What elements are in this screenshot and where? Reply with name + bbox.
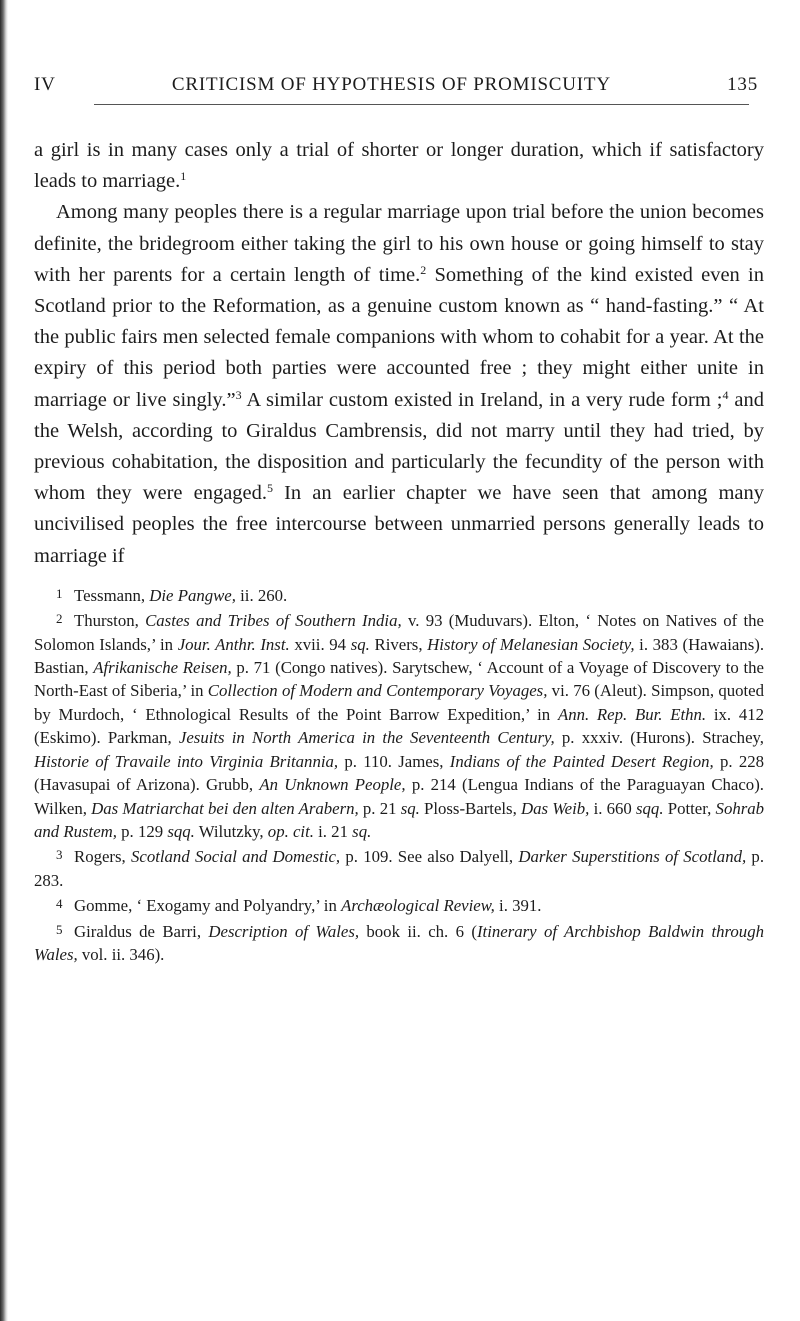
italic-title: Scotland Social and Domestic,: [130, 847, 341, 867]
italic-title: Itinerary of Archbishop Baldwin through Wales,: [34, 921, 764, 964]
italic-title: sq.: [352, 821, 372, 841]
footnote: [34, 918, 764, 967]
footnote: [34, 582, 764, 607]
footnotes: [34, 582, 764, 967]
footnote-number: 4: [56, 896, 63, 912]
text-run: p. 110. James,: [338, 751, 450, 771]
italic-title: An Unknown People,: [259, 775, 406, 795]
running-header: [34, 74, 764, 96]
italic-title: Die Pangwe,: [149, 585, 236, 605]
footnote-reference: 1: [180, 169, 187, 184]
text-run: Giraldus de Barri,: [74, 921, 209, 941]
text-run: v. 93 (Muduvars). Elton, ‘ Notes on Natives of the Solomon Islands,’ in: [34, 611, 764, 654]
text-run: Potter,: [663, 798, 716, 818]
text-run: p. 129: [116, 821, 168, 841]
italic-title: sqq.: [636, 798, 664, 818]
footnote-reference: 2: [420, 262, 427, 277]
text-run: Thurston,: [74, 611, 146, 631]
footnote: [34, 892, 764, 917]
running-title: CRITICISM OF HYPOTHESIS OF PROMISCUITY: [171, 74, 611, 95]
text-run: i. 383 (Hawaians). Bastian,: [34, 634, 765, 678]
footnote-reference: 3: [235, 387, 242, 402]
book-spine-edge: [0, 0, 8, 1321]
text-run: vi. 76 (Aleut). Simpson, quoted by Murdoch, ‘ Ethnological Results of the Point Barrow Expedition,’ in: [34, 681, 765, 724]
text-run: Something of the kind existed even in Scotland prior to the Reformation, as a genuine custom known as “ hand-fasting.” “ At the public fairs men selected female companions with whom to cohabit for a year. At the expiry of this period both parties were accounted free ; they might either unite in marriage or live singly.”: [34, 263, 764, 411]
footnote-number: 3: [56, 847, 63, 863]
footnote-number: 2: [56, 611, 63, 627]
text-run: and the Welsh, according to Giraldus Cambrensis, did not marry until they had tried, by previous cohabitation, the disposition and particularly the fecundity of the person with whom they were engaged.: [34, 388, 764, 505]
italic-title: Jesuits in North America in the Seventeenth Century,: [178, 728, 555, 748]
text-run: p. 71 (Congo natives). Sarytschew, ‘ Account of a Voyage of Discovery to the North-East of Siberia,’ in: [34, 658, 765, 701]
text-run: i. 21: [313, 821, 353, 841]
italic-title: sq.: [400, 798, 420, 818]
text-run: ii. 260.: [235, 585, 288, 605]
text-run: p. 21: [358, 798, 401, 818]
italic-title: Das Matriarchat bei den alten Arabern,: [91, 798, 359, 818]
footnote: [34, 843, 764, 892]
text-run: p. 283.: [34, 847, 765, 890]
footnote-number: 1: [56, 585, 63, 601]
text-run: Wilutzky,: [194, 821, 268, 841]
text-run: vol. ii. 346).: [77, 944, 165, 964]
italic-title: Collection of Modern and Contemporary Voyages,: [207, 681, 548, 701]
page-number: 135: [727, 74, 758, 95]
text-run: xvii. 94: [289, 634, 351, 654]
footnote: [34, 607, 764, 843]
italic-title: Archæological Review,: [341, 896, 495, 916]
chapter-number: IV: [34, 74, 56, 95]
italic-title: Darker Superstitions of Scotland,: [518, 847, 747, 867]
italic-title: sqq.: [167, 821, 195, 841]
text-run: i. 391.: [494, 896, 542, 916]
italic-title: op. cit.: [267, 821, 314, 841]
italic-title: Das Weib,: [520, 798, 590, 818]
text-run: Gomme, ‘ Exogamy and Polyandry,’ in: [74, 896, 342, 916]
text-run: Rogers,: [74, 847, 131, 867]
text-run: ix. 412 (Eskimo). Parkman,: [34, 704, 765, 748]
text-run: a girl is in many cases only a trial of shorter or longer duration, which if satisfactory leads to marriage.: [34, 139, 764, 193]
italic-title: Sohrab and Rustem,: [34, 798, 765, 841]
text-run: A similar custom existed in Ireland, in a very rude form ;: [241, 388, 723, 411]
italic-title: Description of Wales,: [208, 921, 360, 941]
text-run: p. xxxiv. (Hurons). Strachey,: [554, 728, 765, 748]
italic-title: Castes and Tribes of Southern India,: [145, 611, 402, 631]
text-run: In an earlier chapter we have seen that among many uncivilised peoples the free intercourse between unmarried persons generally leads to marriage if: [34, 482, 764, 567]
text-run: Tessmann,: [74, 585, 150, 605]
text-run: Among many peoples there is a regular marriage upon trial before the union becomes definite, the bridegroom either taking the girl to his own house or going himself to stay with her parents for a certain length of time.: [34, 201, 764, 286]
italic-title: History of Melanesian Society,: [427, 634, 635, 654]
paragraph: [34, 135, 764, 197]
footnote-reference: 5: [267, 481, 274, 496]
italic-title: Afrikanische Reisen,: [93, 658, 232, 678]
italic-title: Jour. Anthr. Inst.: [177, 634, 290, 654]
body-text: [34, 135, 764, 572]
footnote-reference: 4: [722, 387, 729, 402]
text-run: Rivers,: [369, 634, 428, 654]
text-run: Ploss-Bartels,: [419, 798, 521, 818]
text-run: p. 228 (Havasupai of Arizona). Grubb,: [34, 751, 764, 795]
italic-title: Indians of the Painted Desert Region,: [449, 751, 714, 771]
book-page: [34, 74, 764, 966]
text-run: p. 109. See also Dalyell,: [340, 847, 519, 867]
footnote-number: 5: [56, 921, 63, 937]
text-run: p. 214 (Lengua Indians of the Paraguayan Chaco). Wilken,: [34, 775, 764, 818]
italic-title: Historie of Travaile into Virginia Britannia,: [34, 751, 339, 771]
paragraph: [34, 197, 764, 571]
italic-title: Ann. Rep. Bur. Ethn.: [557, 704, 707, 724]
text-run: i. 660: [589, 798, 637, 818]
header-rule: [94, 104, 749, 105]
italic-title: sq.: [350, 634, 370, 654]
text-run: book ii. ch. 6 (: [359, 921, 477, 941]
